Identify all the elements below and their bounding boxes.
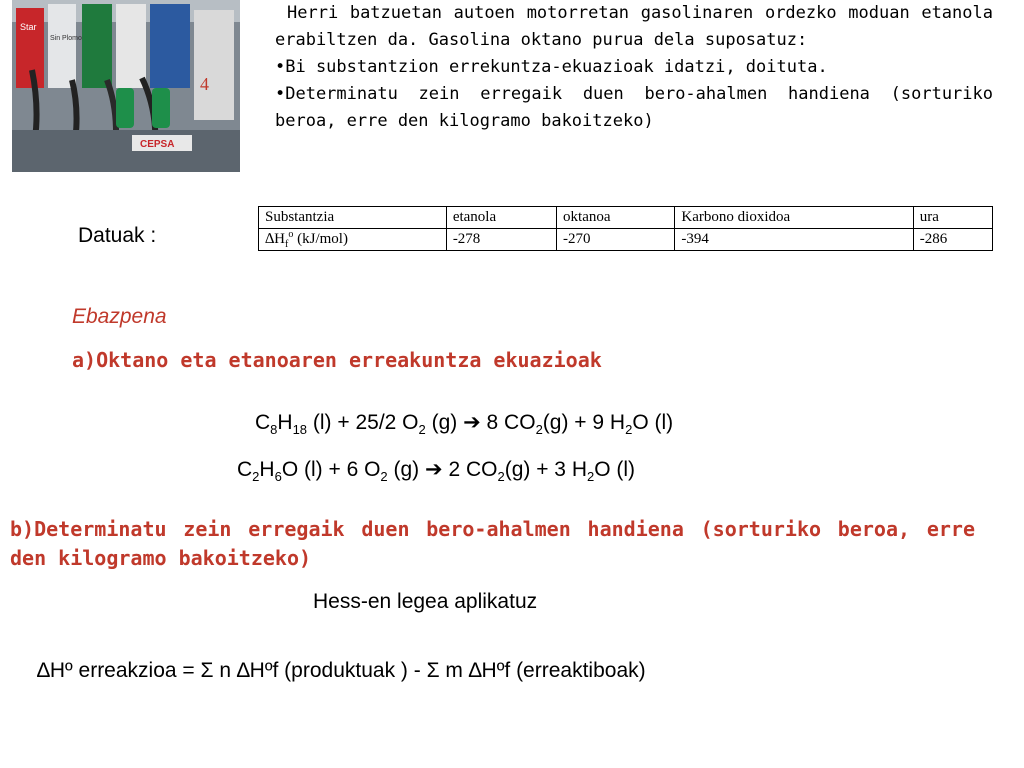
table-cell: -270 (557, 229, 675, 251)
equation-ethanol: $C_2H_6O$ (l) + 6 $O_2$ (g) ➔ 2 $CO_2(g) + 3$ $H_2O$ (l) (237, 458, 636, 485)
datuak-label: Datuak : (78, 224, 157, 247)
table-header-row (259, 207, 993, 229)
hess-law-text: Hess-en legea aplikatuz (313, 590, 538, 613)
ebazpena-heading: Ebazpena (72, 305, 167, 328)
table-header: etanola (446, 207, 556, 229)
data-table (258, 206, 993, 251)
equation-octane: $C_8H_{18}$ (l) + 25/2 $O_2$ (g) ➔ 8 $CO_2(g) + 9$ $H_2O$ (l) (255, 411, 674, 438)
part-a-heading: a)Oktano eta etanoaren erreakuntza ekuazioak (72, 348, 602, 372)
intro-text (275, 0, 993, 135)
part-b-heading: b)Determinatu zein erregaik duen bero-ahalmen handiena (sorturiko beroa, erre den kilogramo bakoitzeko) (10, 517, 975, 570)
pump-number: 4 (200, 74, 209, 94)
hess-formula: ∆Hº erreakzioa = Σ n ∆Hºf (produktuak ) - Σ m ∆Hºf (erreaktiboak) (37, 659, 646, 682)
intro-bullet-2: •Determinatu zein erregaik duen bero-ahalmen handiena (sorturiko beroa, erre den kilogramo bakoitzeko) (275, 84, 993, 131)
arrow-icon: ➔ (425, 458, 443, 481)
brand-label-star: Star (20, 22, 37, 32)
table-cell: -278 (446, 229, 556, 251)
table-header: Substantzia (259, 207, 447, 229)
table-cell: -394 (675, 229, 913, 251)
brand-label-sinplomo: Sin Plomo (50, 35, 82, 42)
table-row (259, 229, 993, 251)
brand-label-cepsa: CEPSA (140, 139, 175, 150)
table-row-label: $\Delta H_f^o$ (kJ/mol) (259, 229, 447, 251)
table-header: Karbono dioxidoa (675, 207, 913, 229)
table-header: ura (913, 207, 992, 229)
table-cell: -286 (913, 229, 992, 251)
table-header: oktanoa (557, 207, 675, 229)
fuel-pump-photo (12, 0, 240, 172)
arrow-icon: ➔ (463, 411, 481, 434)
intro-paragraph: Herri batzuetan autoen motorretan gasolinaren ordezko moduan etanola erabiltzen da. Gasolina oktano purua dela suposatuz: (275, 3, 993, 50)
intro-bullet-1: •Bi substantzion errekuntza-ekuazioak idatzi, doituta. (275, 57, 828, 77)
